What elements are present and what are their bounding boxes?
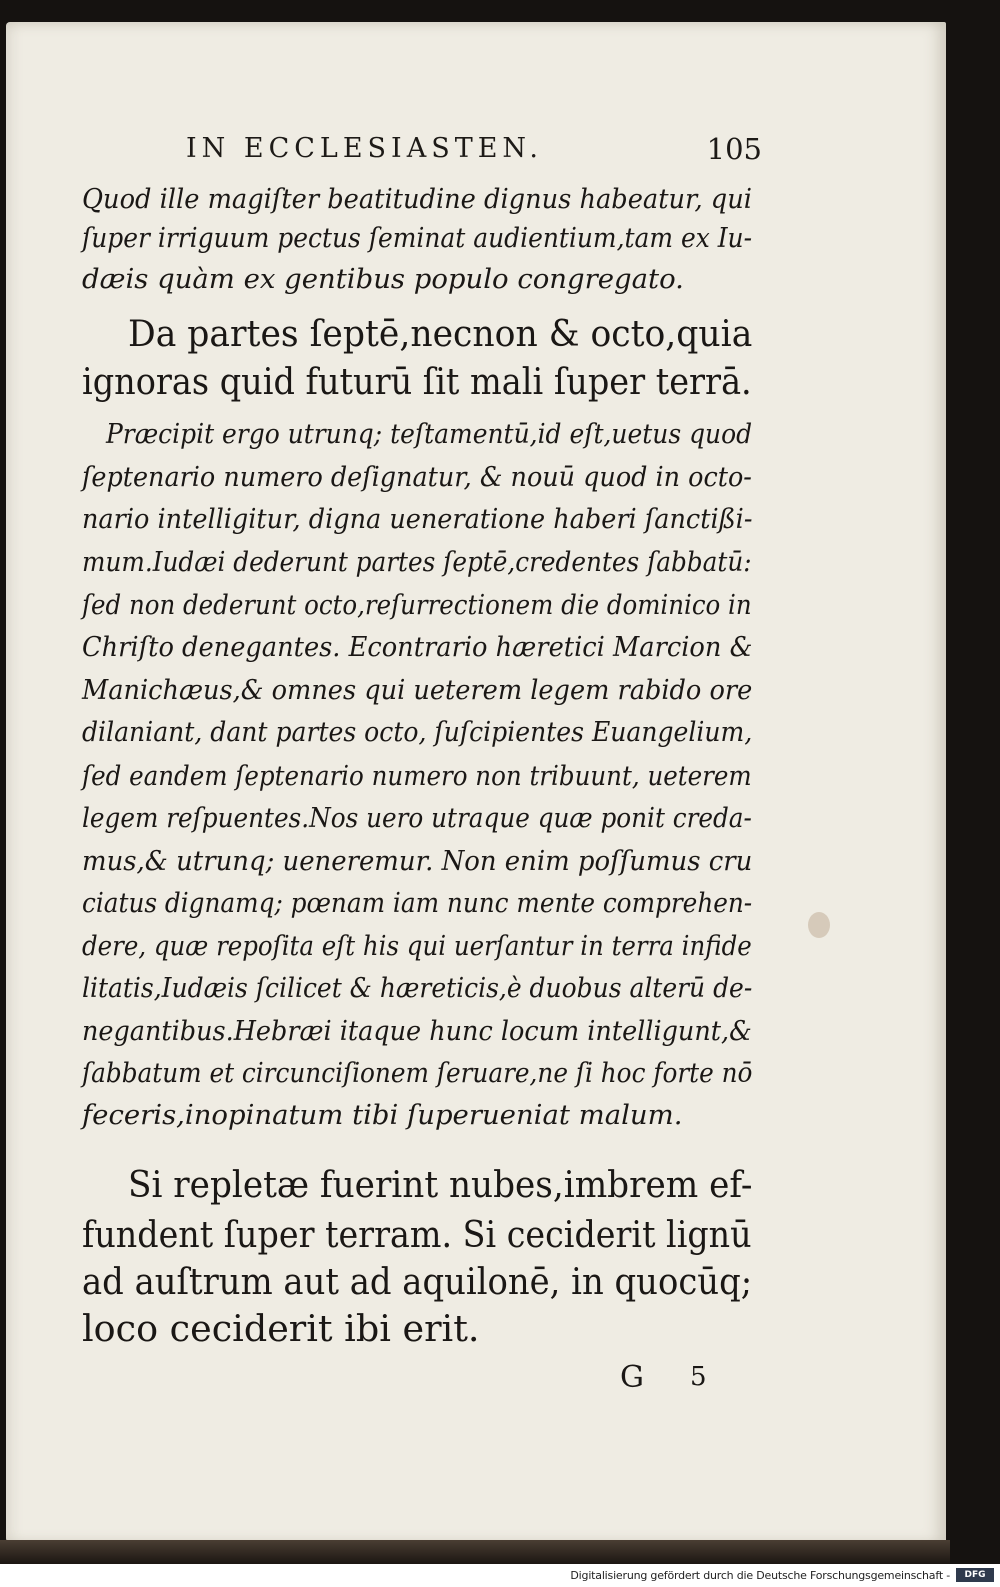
text-line: feceris,inopinatum tibi ſuperueniat malum.	[82, 1099, 683, 1131]
text-line: mum.Iudæi dederunt partes ſeptē,credentes ſabbatū:	[82, 546, 752, 578]
text-line: ignoras quid futurū ſit mali ſuper terrā.	[82, 360, 752, 403]
text-line: fundent ſuper terram. Si ceciderit lignū	[82, 1213, 752, 1256]
text-line: nario intelligitur, digna ueneratione haberi ſanctißi-	[82, 503, 753, 535]
dfg-logo: DFG	[956, 1568, 994, 1582]
text-line: Si repletæ fuerint nubes,imbrem ef-	[128, 1163, 753, 1206]
text-line: loco ceciderit ibi erit.	[82, 1307, 480, 1350]
text-line: legem reſpuentes.Nos uero utraque quæ ponit creda-	[82, 802, 752, 834]
text-line: Da partes ſeptē,necnon & octo,quia	[128, 312, 753, 355]
text-line: dilaniant, dant partes octo, ſuſcipientes Euangelium,	[82, 716, 753, 748]
text-line: Chriſto denegantes. Econtrario hæretici Marcion &	[82, 631, 753, 663]
text-line: dere, quæ repoſita eſt his qui uerſantur in terra infide	[82, 930, 752, 962]
footer-credit: Digitalisierung gefördert durch die Deutsche Forschungsgemeinschaft -	[570, 1569, 950, 1582]
text-line: litatis,Iudæis ſcilicet & hæreticis,è duobus alterū de-	[82, 972, 753, 1004]
header-title: IN ECCLESIASTEN.	[186, 133, 543, 164]
text-line: mus,& utrunq; ueneremur. Non enim poſſumus cru	[82, 845, 753, 877]
text-line: ſuper irriguum pectus ſeminat audientium,tam ex Iu-	[82, 222, 753, 254]
text-line: ſed non dederunt octo,reſurrectionem die dominico in	[82, 589, 752, 621]
paper-stain	[808, 912, 830, 938]
text-line: Quod ille magiſter beatitudine dignus habeatur, qui	[82, 183, 752, 215]
digitization-footer	[0, 1564, 1000, 1587]
signature-number: 5	[690, 1362, 707, 1392]
text-line: Manichæus,& omnes qui ueterem legem rabido ore	[82, 674, 753, 706]
signature-mark: G	[620, 1360, 644, 1395]
text-line: ſabbatum et circunciſionem ſeruare,ne ſi hoc forte nō	[82, 1057, 753, 1089]
text-line: ſed eandem ſeptenario numero non tribuunt, ueterem	[82, 760, 752, 792]
text-line: ad auſtrum aut ad aquilonē, in quocūq;	[82, 1260, 753, 1303]
text-line: dæis quàm ex gentibus populo congregato.	[82, 263, 684, 295]
text-line: Præcipit ergo utrunq; teſtamentū,id eſt,uetus quod	[106, 418, 753, 450]
text-line: ſeptenario numero deſignatur, & nouū quod in octo-	[82, 461, 752, 493]
page-number: 105	[706, 132, 762, 166]
text-line: negantibus.Hebræi itaque hunc locum intelligunt,&	[82, 1015, 752, 1047]
page-edge	[0, 1540, 950, 1564]
text-line: ciatus dignamq; pœnam iam nunc mente comprehen-	[82, 887, 753, 919]
